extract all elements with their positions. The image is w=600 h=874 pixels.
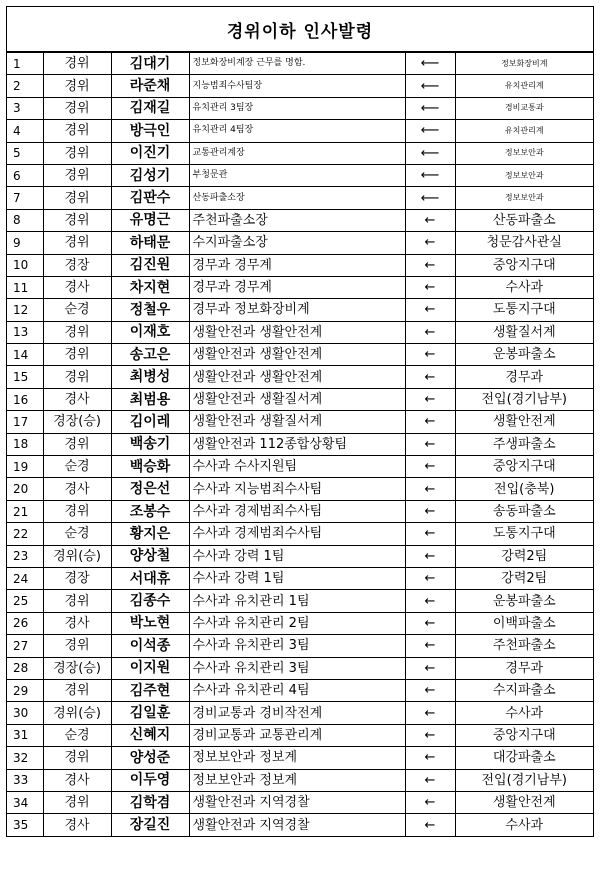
table-row (7, 814, 593, 836)
row-rank: 경위 (43, 747, 111, 769)
row-name: 최병성 (111, 366, 189, 388)
row-rank: 경사 (43, 612, 111, 634)
table-row (7, 590, 593, 612)
table-row (7, 433, 593, 455)
row-assignment: 수사과 수사지원팀 (189, 456, 405, 478)
row-number: 15 (7, 366, 43, 388)
arrow-icon: ← (405, 724, 455, 746)
row-number: 29 (7, 679, 43, 701)
row-assignment: 수사과 지능범죄수사팀 (189, 478, 405, 500)
row-previous-unit: 유치관리계 (455, 75, 593, 97)
row-assignment: 유치관리 4팀장 (189, 120, 405, 142)
row-name: 조봉수 (111, 500, 189, 522)
row-rank: 경위 (43, 791, 111, 813)
row-name: 최범용 (111, 388, 189, 410)
row-name: 김종수 (111, 590, 189, 612)
row-name: 양성준 (111, 747, 189, 769)
row-assignment: 생활안전과 지역경찰 (189, 814, 405, 836)
row-name: 방극인 (111, 120, 189, 142)
arrow-icon: ← (405, 478, 455, 500)
row-number: 25 (7, 590, 43, 612)
row-previous-unit: 송동파출소 (455, 500, 593, 522)
arrow-icon: ← (405, 612, 455, 634)
row-rank: 경사 (43, 814, 111, 836)
row-name: 신혜지 (111, 724, 189, 746)
row-assignment: 부청문관 (189, 164, 405, 186)
row-rank: 경위 (43, 500, 111, 522)
row-previous-unit: 정보보안과 (455, 142, 593, 164)
arrow-icon: ← (405, 635, 455, 657)
row-number: 28 (7, 657, 43, 679)
row-previous-unit: 생활안전계 (455, 411, 593, 433)
row-previous-unit: 정보화장비계 (455, 53, 593, 75)
row-name: 양상철 (111, 545, 189, 567)
row-assignment: 생활안전과 지역경찰 (189, 791, 405, 813)
row-name: 김일훈 (111, 702, 189, 724)
row-assignment: 수사과 유치관리 1팀 (189, 590, 405, 612)
row-name: 장길진 (111, 814, 189, 836)
row-previous-unit: 중앙지구대 (455, 724, 593, 746)
arrow-icon: ← (405, 456, 455, 478)
row-number: 13 (7, 321, 43, 343)
row-previous-unit: 수사과 (455, 276, 593, 298)
row-number: 35 (7, 814, 43, 836)
row-assignment: 생활안전과 112종합상황팀 (189, 433, 405, 455)
row-number: 16 (7, 388, 43, 410)
row-previous-unit: 유치관리계 (455, 120, 593, 142)
row-rank: 경위 (43, 209, 111, 231)
row-number: 34 (7, 791, 43, 813)
row-number: 21 (7, 500, 43, 522)
table-row (7, 724, 593, 746)
row-rank: 경위 (43, 635, 111, 657)
table-row (7, 276, 593, 298)
arrow-icon: ← (405, 433, 455, 455)
row-rank: 경장(승) (43, 657, 111, 679)
personnel-sheet (6, 6, 594, 837)
table-row (7, 747, 593, 769)
row-name: 김주현 (111, 679, 189, 701)
row-number: 4 (7, 120, 43, 142)
row-number: 7 (7, 187, 43, 209)
row-assignment: 생활안전과 생활질서계 (189, 411, 405, 433)
row-previous-unit: 운봉파출소 (455, 344, 593, 366)
row-name: 김판수 (111, 187, 189, 209)
arrow-icon: ← (405, 523, 455, 545)
row-number: 9 (7, 232, 43, 254)
row-name: 김이레 (111, 411, 189, 433)
row-number: 19 (7, 456, 43, 478)
arrow-icon: ← (405, 366, 455, 388)
arrow-icon: ⟵ (405, 120, 455, 142)
table-row (7, 657, 593, 679)
row-number: 1 (7, 53, 43, 75)
row-assignment: 생활안전과 생활안전계 (189, 344, 405, 366)
row-number: 10 (7, 254, 43, 276)
row-previous-unit: 경비교통과 (455, 97, 593, 119)
table-row (7, 164, 593, 186)
table-row (7, 299, 593, 321)
table-row (7, 523, 593, 545)
table-row (7, 635, 593, 657)
row-number: 24 (7, 567, 43, 589)
row-number: 18 (7, 433, 43, 455)
row-previous-unit: 주생파출소 (455, 433, 593, 455)
row-number: 14 (7, 344, 43, 366)
row-previous-unit: 이백파출소 (455, 612, 593, 634)
row-previous-unit: 전입(충북) (455, 478, 593, 500)
table-row (7, 456, 593, 478)
row-rank: 경사 (43, 478, 111, 500)
table-row (7, 411, 593, 433)
row-rank: 경위 (43, 53, 111, 75)
row-rank: 경위 (43, 187, 111, 209)
table-row (7, 388, 593, 410)
row-number: 17 (7, 411, 43, 433)
row-name: 김학겸 (111, 791, 189, 813)
row-previous-unit: 대강파출소 (455, 747, 593, 769)
row-name: 정철우 (111, 299, 189, 321)
arrow-icon: ← (405, 388, 455, 410)
row-name: 백승화 (111, 456, 189, 478)
row-previous-unit: 강력2팀 (455, 567, 593, 589)
arrow-icon: ← (405, 702, 455, 724)
row-previous-unit: 정보보안과 (455, 164, 593, 186)
table-row (7, 679, 593, 701)
row-name: 이석종 (111, 635, 189, 657)
row-name: 송고은 (111, 344, 189, 366)
row-number: 31 (7, 724, 43, 746)
row-rank: 경사 (43, 388, 111, 410)
row-assignment: 수사과 유치관리 2팀 (189, 612, 405, 634)
arrow-icon: ← (405, 344, 455, 366)
row-rank: 순경 (43, 456, 111, 478)
row-name: 이지원 (111, 657, 189, 679)
row-number: 30 (7, 702, 43, 724)
row-rank: 경위 (43, 366, 111, 388)
row-name: 서대휴 (111, 567, 189, 589)
row-name: 이진기 (111, 142, 189, 164)
row-assignment: 경비교통과 교통관리계 (189, 724, 405, 746)
row-assignment: 교통관리계장 (189, 142, 405, 164)
row-assignment: 산동파출소장 (189, 187, 405, 209)
row-rank: 경위 (43, 232, 111, 254)
row-number: 8 (7, 209, 43, 231)
row-assignment: 생활안전과 생활질서계 (189, 388, 405, 410)
row-assignment: 수사과 유치관리 3팀 (189, 635, 405, 657)
row-name: 라준채 (111, 75, 189, 97)
arrow-icon: ⟵ (405, 187, 455, 209)
arrow-icon: ← (405, 545, 455, 567)
table-row (7, 366, 593, 388)
arrow-icon: ⟵ (405, 164, 455, 186)
table-row (7, 254, 593, 276)
row-rank: 경장 (43, 567, 111, 589)
row-number: 32 (7, 747, 43, 769)
row-name: 박노현 (111, 612, 189, 634)
row-number: 23 (7, 545, 43, 567)
arrow-icon: ⟵ (405, 53, 455, 75)
row-rank: 경위(승) (43, 702, 111, 724)
row-name: 김성기 (111, 164, 189, 186)
row-name: 차지현 (111, 276, 189, 298)
arrow-icon: ← (405, 276, 455, 298)
row-assignment: 수사과 유치관리 4팀 (189, 679, 405, 701)
row-name: 유명근 (111, 209, 189, 231)
arrow-icon: ⟵ (405, 97, 455, 119)
table-row (7, 545, 593, 567)
row-rank: 순경 (43, 299, 111, 321)
row-previous-unit: 경무과 (455, 657, 593, 679)
table-row (7, 142, 593, 164)
row-assignment: 수사과 유치관리 3팀 (189, 657, 405, 679)
row-name: 이두영 (111, 769, 189, 791)
row-previous-unit: 산동파출소 (455, 209, 593, 231)
row-previous-unit: 도통지구대 (455, 523, 593, 545)
row-number: 27 (7, 635, 43, 657)
row-assignment: 정보보안과 정보계 (189, 747, 405, 769)
row-number: 6 (7, 164, 43, 186)
row-assignment: 수지파출소장 (189, 232, 405, 254)
table-row (7, 567, 593, 589)
row-number: 26 (7, 612, 43, 634)
arrow-icon: ← (405, 209, 455, 231)
row-previous-unit: 수사과 (455, 814, 593, 836)
row-name: 정은선 (111, 478, 189, 500)
row-rank: 경위 (43, 142, 111, 164)
row-name: 김대기 (111, 53, 189, 75)
table-row (7, 500, 593, 522)
row-previous-unit: 생활안전계 (455, 791, 593, 813)
row-assignment: 정보화장비계장 근무를 명함. (189, 53, 405, 75)
row-rank: 경위 (43, 97, 111, 119)
row-rank: 경장(승) (43, 411, 111, 433)
row-assignment: 생활안전과 생활안전계 (189, 321, 405, 343)
row-rank: 경사 (43, 769, 111, 791)
table-row (7, 321, 593, 343)
personnel-table (7, 52, 593, 836)
table-row (7, 209, 593, 231)
row-previous-unit: 강력2팀 (455, 545, 593, 567)
arrow-icon: ⟵ (405, 142, 455, 164)
row-previous-unit: 전입(경기남부) (455, 388, 593, 410)
arrow-icon: ← (405, 299, 455, 321)
arrow-icon: ← (405, 500, 455, 522)
row-name: 이재호 (111, 321, 189, 343)
row-assignment: 경무과 경무계 (189, 254, 405, 276)
row-previous-unit: 주천파출소 (455, 635, 593, 657)
arrow-icon: ← (405, 254, 455, 276)
table-row (7, 702, 593, 724)
row-assignment: 유치관리 3팀장 (189, 97, 405, 119)
page-title: 경위이하 인사발령 (7, 7, 593, 52)
table-row (7, 53, 593, 75)
row-assignment: 수사과 강력 1팀 (189, 567, 405, 589)
arrow-icon: ← (405, 321, 455, 343)
row-name: 김재길 (111, 97, 189, 119)
arrow-icon: ⟵ (405, 75, 455, 97)
personnel-table-body (7, 53, 593, 837)
table-row (7, 612, 593, 634)
row-rank: 경위 (43, 679, 111, 701)
table-row (7, 344, 593, 366)
arrow-icon: ← (405, 567, 455, 589)
row-rank: 경사 (43, 276, 111, 298)
row-number: 11 (7, 276, 43, 298)
row-previous-unit: 수사과 (455, 702, 593, 724)
row-number: 20 (7, 478, 43, 500)
row-previous-unit: 중앙지구대 (455, 254, 593, 276)
arrow-icon: ← (405, 232, 455, 254)
table-row (7, 97, 593, 119)
row-number: 2 (7, 75, 43, 97)
row-previous-unit: 정보보안과 (455, 187, 593, 209)
row-rank: 경위 (43, 433, 111, 455)
arrow-icon: ← (405, 657, 455, 679)
row-previous-unit: 청문감사관실 (455, 232, 593, 254)
row-rank: 순경 (43, 724, 111, 746)
arrow-icon: ← (405, 747, 455, 769)
table-row (7, 478, 593, 500)
row-assignment: 지능범죄수사팀장 (189, 75, 405, 97)
row-previous-unit: 수지파출소 (455, 679, 593, 701)
row-rank: 경위 (43, 75, 111, 97)
arrow-icon: ← (405, 814, 455, 836)
row-assignment: 경비교통과 경비작전계 (189, 702, 405, 724)
row-rank: 순경 (43, 523, 111, 545)
table-row (7, 769, 593, 791)
arrow-icon: ← (405, 769, 455, 791)
table-row (7, 187, 593, 209)
row-number: 33 (7, 769, 43, 791)
table-row (7, 120, 593, 142)
row-rank: 경위 (43, 590, 111, 612)
table-row (7, 791, 593, 813)
arrow-icon: ← (405, 679, 455, 701)
row-rank: 경위(승) (43, 545, 111, 567)
row-previous-unit: 전입(경기남부) (455, 769, 593, 791)
row-assignment: 경무과 경무계 (189, 276, 405, 298)
row-name: 하태문 (111, 232, 189, 254)
row-name: 황지은 (111, 523, 189, 545)
row-previous-unit: 생활질서계 (455, 321, 593, 343)
row-assignment: 정보보안과 정보계 (189, 769, 405, 791)
row-number: 22 (7, 523, 43, 545)
row-previous-unit: 운봉파출소 (455, 590, 593, 612)
table-row (7, 232, 593, 254)
row-rank: 경장 (43, 254, 111, 276)
row-assignment: 주천파출소장 (189, 209, 405, 231)
row-assignment: 생활안전과 생활안전계 (189, 366, 405, 388)
row-assignment: 경무과 정보화장비계 (189, 299, 405, 321)
row-number: 5 (7, 142, 43, 164)
row-number: 12 (7, 299, 43, 321)
row-assignment: 수사과 경제범죄수사팀 (189, 523, 405, 545)
row-assignment: 수사과 강력 1팀 (189, 545, 405, 567)
row-name: 백송기 (111, 433, 189, 455)
row-previous-unit: 중앙지구대 (455, 456, 593, 478)
row-previous-unit: 도통지구대 (455, 299, 593, 321)
row-previous-unit: 경무과 (455, 366, 593, 388)
table-row (7, 75, 593, 97)
row-rank: 경위 (43, 321, 111, 343)
row-assignment: 수사과 경제범죄수사팀 (189, 500, 405, 522)
row-name: 김진원 (111, 254, 189, 276)
row-rank: 경위 (43, 344, 111, 366)
row-rank: 경위 (43, 164, 111, 186)
arrow-icon: ← (405, 590, 455, 612)
row-rank: 경위 (43, 120, 111, 142)
arrow-icon: ← (405, 411, 455, 433)
row-number: 3 (7, 97, 43, 119)
arrow-icon: ← (405, 791, 455, 813)
